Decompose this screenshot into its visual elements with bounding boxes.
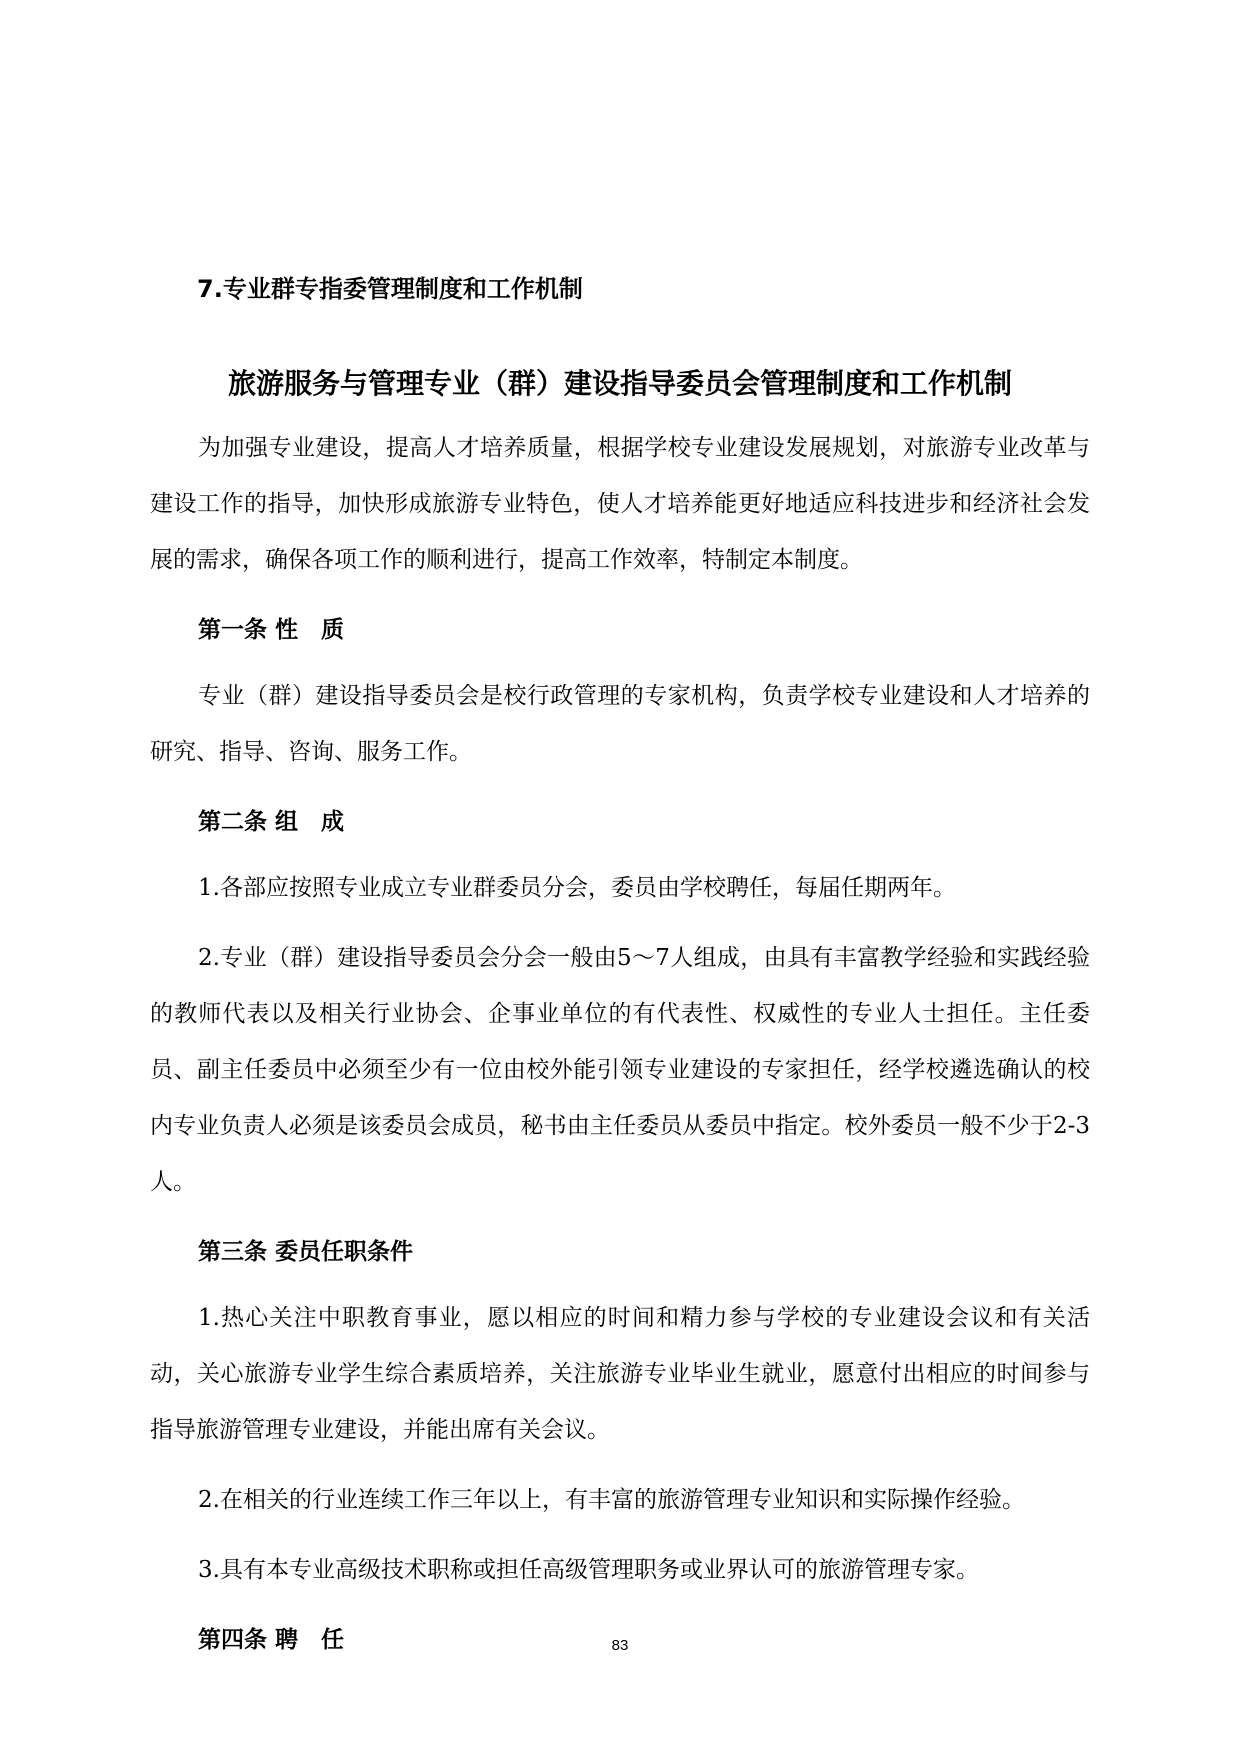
article-2-paragraph-2: 2.专业（群）建设指导委员会分会一般由5～7人组成，由具有丰富教学经验和实践经验的教师代表以及相关行业协会、企事业单位的有代表性、权威性的专业人士担任。主任委员、副主任委员中必须至少有一位由校外能引领专业建设的专家担任，经学校遴选确认的校内专业负责人必须是该委员会成员，秘书由主任委员从委员中指定。校外委员一般不少于2-3人。 bbox=[150, 945, 1090, 1195]
article-heading-3: 第三条 委员任职条件 bbox=[198, 1239, 414, 1265]
document-body bbox=[150, 420, 1090, 1678]
article-2-paragraph-1: 1.各部应按照专业成立专业群委员分会，委员由学校聘任，每届任期两年。 bbox=[198, 875, 956, 901]
article-heading-4: 第四条 聘 任 bbox=[198, 1627, 345, 1653]
article-1-paragraph-1: 专业（群）建设指导委员会是校行政管理的专家机构，负责学校专业建设和人才培养的研究、指导、咨询、服务工作。 bbox=[150, 683, 1090, 765]
article-3-paragraph-3: 3.具有本专业高级技术职称或担任高级管理职务或业界认可的旅游管理专家。 bbox=[198, 1557, 979, 1583]
article-3-paragraph-2: 2.在相关的行业连续工作三年以上，有丰富的旅游管理专业知识和实际操作经验。 bbox=[198, 1487, 1025, 1513]
article-heading-2: 第二条 组 成 bbox=[198, 809, 345, 835]
section-heading: 7.专业群专指委管理制度和工作机制 bbox=[197, 275, 583, 303]
article-3-paragraph-1: 1.热心关注中职教育事业，愿以相应的时间和精力参与学校的专业建设会议和有关活动，关心旅游专业学生综合素质培养，关注旅游专业毕业生就业，愿意付出相应的时间参与指导旅游管理专业建设，并能出席有关会议。 bbox=[150, 1305, 1090, 1443]
intro-paragraph: 为加强专业建设，提高人才培养质量，根据学校专业建设发展规划，对旅游专业改革与建设工作的指导，加快形成旅游专业特色，使人才培养能更好地适应科技进步和经济社会发展的需求，确保各项工作的顺利进行，提高工作效率，特制定本制度。 bbox=[150, 435, 1090, 573]
document-title: 旅游服务与管理专业（群）建设指导委员会管理制度和工作机制 bbox=[227, 367, 1012, 400]
page-number: 83 bbox=[611, 1637, 629, 1654]
article-heading-1: 第一条 性 质 bbox=[198, 617, 345, 643]
